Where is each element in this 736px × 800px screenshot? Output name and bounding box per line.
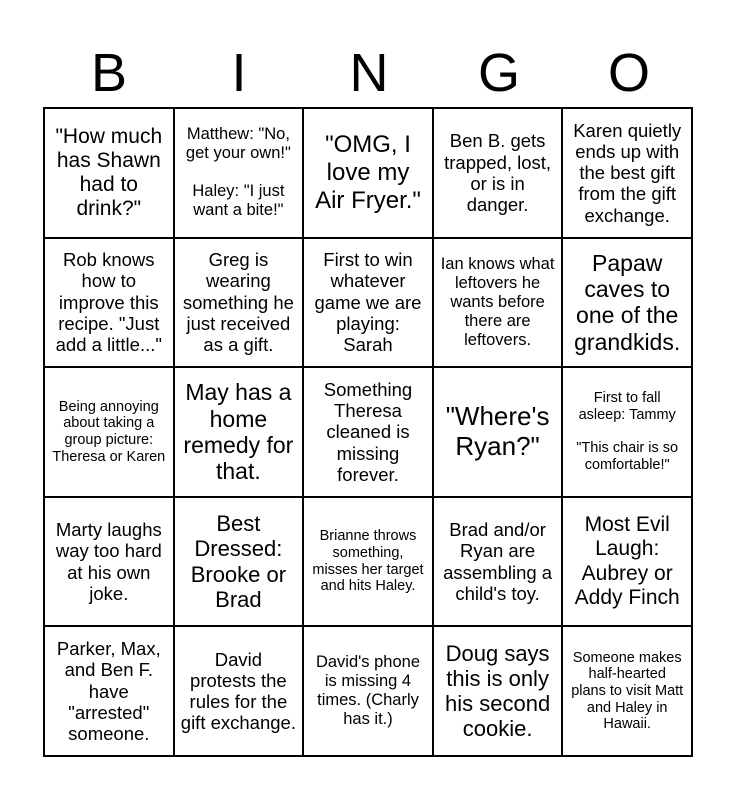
bingo-cell[interactable]: David protests the rules for the gift exchange. — [174, 626, 304, 756]
bingo-cell[interactable]: Ben B. gets trapped, lost, or is in danger. — [433, 108, 563, 238]
bingo-cell[interactable]: "How much has Shawn had to drink?" — [44, 108, 174, 238]
bingo-board — [43, 107, 693, 757]
bingo-cell[interactable]: Being annoying about taking a group picture: Theresa or Karen — [44, 367, 174, 497]
bingo-cell[interactable]: Karen quietly ends up with the best gift from the gift exchange. — [562, 108, 692, 238]
bingo-cell[interactable]: Most Evil Laugh: Aubrey or Addy Finch — [562, 497, 692, 627]
bingo-cell[interactable]: First to win whatever game we are playing: Sarah — [303, 238, 433, 368]
bingo-cell[interactable]: Parker, Max, and Ben F. have "arrested" someone. — [44, 626, 174, 756]
bingo-cell[interactable]: Rob knows how to improve this recipe. "Just add a little..." — [44, 238, 174, 368]
bingo-cell[interactable]: Greg is wearing something he just received as a gift. — [174, 238, 304, 368]
bingo-cell[interactable]: May has a home remedy for that. — [174, 367, 304, 497]
header-letter-i: I — [231, 43, 247, 103]
bingo-cell[interactable]: Papaw caves to one of the grandkids. — [562, 238, 692, 368]
bingo-cell[interactable]: Marty laughs way too hard at his own joke. — [44, 497, 174, 627]
header-letter-n: N — [349, 43, 389, 103]
header-letter-g: G — [477, 43, 520, 103]
bingo-cell[interactable]: Someone makes half-hearted plans to visit Matt and Haley in Hawaii. — [562, 626, 692, 756]
bingo-cell[interactable]: Brianne throws something, misses her target and hits Haley. — [303, 497, 433, 627]
bingo-cell[interactable]: Something Theresa cleaned is missing forever. — [303, 367, 433, 497]
bingo-cell[interactable]: First to fall asleep: Tammy "This chair is so comfortable!" — [562, 367, 692, 497]
bingo-cell[interactable]: "Where's Ryan?" — [433, 367, 563, 497]
bingo-cell[interactable]: "OMG, I love my Air Fryer." — [303, 108, 433, 238]
bingo-header — [44, 40, 694, 106]
bingo-cell[interactable]: David's phone is missing 4 times. (Charly has it.) — [303, 626, 433, 756]
bingo-cell[interactable]: Doug says this is only his second cookie. — [433, 626, 563, 756]
header-letter-o: O — [607, 43, 650, 103]
bingo-cell[interactable]: Best Dressed: Brooke or Brad — [174, 497, 304, 627]
header-letter-b: B — [90, 43, 128, 103]
bingo-cell[interactable]: Ian knows what leftovers he wants before there are leftovers. — [433, 238, 563, 368]
bingo-cell[interactable]: Brad and/or Ryan are assembling a child's toy. — [433, 497, 563, 627]
bingo-cell[interactable]: Matthew: "No, get your own!" Haley: "I just want a bite!" — [174, 108, 304, 238]
